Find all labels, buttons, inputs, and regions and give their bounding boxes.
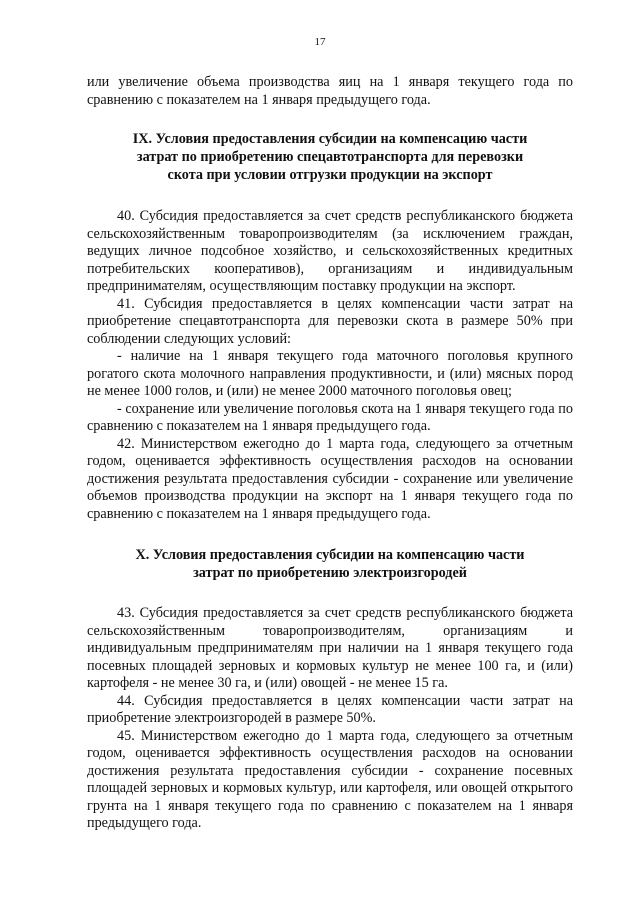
paragraph-41: 41. Субсидия предоставляется в целях компенсации части затрат на приобретение спецавтотранспорта для перевозки скота в размере 50% при соблюдении следующих условий: bbox=[87, 295, 573, 347]
page-number: 17 bbox=[314, 36, 326, 48]
section-10-heading-line: затрат по приобретению электроизгородей bbox=[193, 565, 467, 581]
section-10-heading-line: X. Условия предоставления субсидии на компенсацию части bbox=[135, 547, 525, 563]
paragraph-41-item-1: - наличие на 1 января текущего года маточного поголовья крупного рогатого скота молочного направления продуктивности, и (или) мясных пород не менее 1000 голов, и (или) не менее 2000 маточного поголовья овец; bbox=[87, 348, 573, 399]
paragraph-40: 40. Субсидия предоставляется за счет средств республиканского бюджета сельскохозяйственным товаропроизводителям (за исключением граждан, ведущих личное подсобное хозяйство, и сельскохозяйственных кредитных потребительских кооперативов), организациям и индивидуальным предпринимателям, осуществляющим поставку продукции на экспорт. bbox=[87, 208, 573, 294]
paragraph-44: 44. Субсидия предоставляется в целях компенсации части затрат на приобретение электроизгородей в размере 50%. bbox=[87, 692, 573, 726]
paragraph-intro: или увеличение объема производства яиц на 1 января текущего года по сравнению с показателем на 1 января предыдущего года. bbox=[87, 74, 573, 108]
section-10-heading bbox=[87, 546, 573, 582]
document-body bbox=[87, 74, 573, 833]
section-9-heading-line: затрат по приобретению спецавтотранспорта для перевозки bbox=[136, 149, 524, 165]
paragraph-41-item-2: - сохранение или увеличение поголовья скота на 1 января текущего года по сравнению с показателем на 1 января предыдущего года. bbox=[87, 400, 573, 434]
paragraph-43: 43. Субсидия предоставляется за счет средств республиканского бюджета сельскохозяйственным товаропроизводителям, организациям и индивидуальным предпринимателям при наличии на 1 января текущего года посевных площадей зерновых и кормовых культур не менее 100 га, и (или) картофеля - не менее 30 га, и (или) овощей - не менее 15 га. bbox=[87, 605, 573, 691]
section-9-heading-line: IX. Условия предоставления субсидии на компенсацию части bbox=[132, 131, 528, 147]
section-9-heading bbox=[87, 130, 573, 184]
section-9-heading-line: скота при условии отгрузки продукции на экспорт bbox=[167, 167, 493, 183]
paragraph-42: 42. Министерством ежегодно до 1 марта года, следующего за отчетным годом, оценивается эффективность осуществления расходов на основании достижения результата предоставления субсидии - сохранение или увеличение объемов производства продукции на экспорт на 1 января текущего года по сравнению с показателем на 1 января предыдущего года. bbox=[87, 435, 573, 522]
paragraph-45: 45. Министерством ежегодно до 1 марта года, следующего за отчетным годом, оценивается эффективность осуществления расходов на основании достижения результата предоставления субсидии - сохранение посевных площадей зерновых и кормовых культур, или картофеля, или овощей открытого грунта на 1 января текущего года по сравнению с показателем на 1 января предыдущего года. bbox=[87, 727, 573, 831]
